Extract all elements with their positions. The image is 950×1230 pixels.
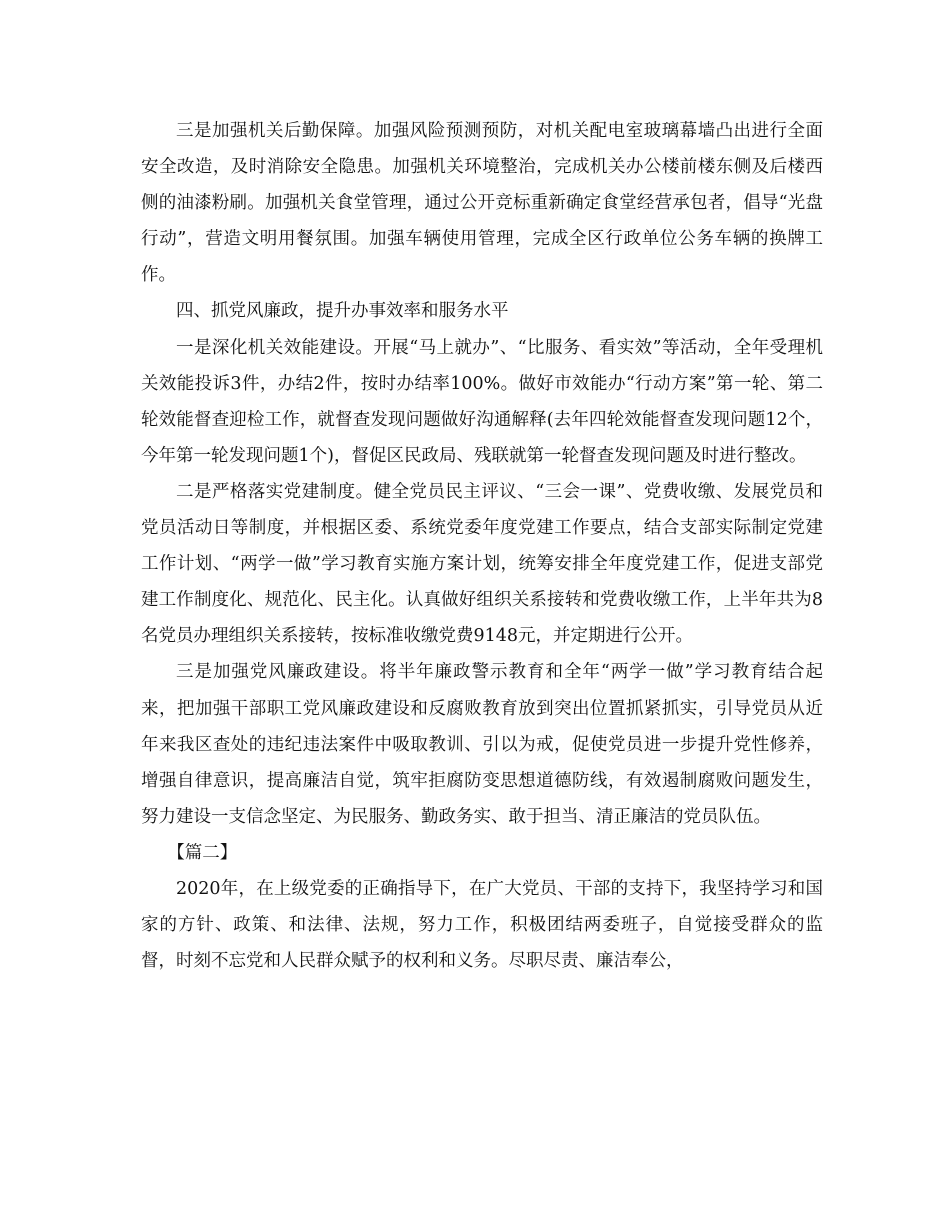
paragraph-part-two-intro (141, 871, 823, 979)
text-line: 有效遏制腐败问题发生，努力建设一支信念坚定、为民服务、勤政务实、敢于担 (141, 770, 824, 827)
text-line: 一步提升党性修养，增强自律意识，提高廉洁自觉，筑牢拒腐防变思想道德防线， (141, 734, 824, 791)
text-line: 行全面安全改造，及时消除安全隐患。加强机关环境整治，完成机关办公楼前楼 (141, 121, 824, 178)
text-line: 受群众的监督，时刻不忘党和人民群众赋予的权利和义务。尽职尽责、廉洁奉公， (141, 915, 824, 972)
paragraph-party-building (141, 474, 823, 654)
text-line: 2020年，在上级党委的正确指导下，在广大党员、干部的支持下，我坚持学 (176, 878, 771, 899)
text-line: 引导党员从近年来我区查处的违纪违法案件中吸取教训、引以为戒，促使党员进 (141, 698, 824, 755)
text-line: 二是严格落实党建制度。健全党员民主评议、“三会一课”、党费收缴、发 (176, 481, 752, 502)
paragraph-rear-services (141, 113, 823, 293)
text-line: 展党员和党员活动日等制度，并根据区委、系统党委年度党建工作要点，结合支 (141, 481, 823, 539)
text-line: 区行政单位公务车辆的换牌工作。 (141, 229, 824, 286)
paragraph-integrity (141, 654, 823, 834)
text-line: 营承包者，倡导“光盘行动”，营造文明用餐氛围。加强车辆使用管理，完成全 (141, 193, 823, 250)
text-line: 一轮督查发现问题及时进行整改。 (543, 445, 807, 466)
text-line: 方案”第一轮、第二轮效能督查迎检工作，就督查发现问题做好沟通解释(去年四 (141, 373, 823, 430)
text-line: 转和党费收缴工作，上半年共为8名党员办理组织关系接转，按标准收缴党费 (141, 590, 823, 647)
text-line: 习和国家的方针、政策、和法律、法规，努力工作，积极团结两委班子，自觉接 (141, 878, 824, 936)
paragraph-efficiency (141, 330, 823, 474)
text-line: 三是加强机关后勤保障。加强风险预测预防，对机关配电室玻璃幕墙凸出进 (176, 121, 770, 141)
text-line: 度党建工作，促进支部党建工作制度化、规范化、民主化。认真做好组织关系接 (141, 554, 823, 611)
text-line: 部实际制定党建工作计划、“两学一做”学习教育实施方案计划，统筹安排全年 (141, 518, 824, 575)
document-body (141, 113, 823, 979)
text-line: 9148元，并定期进行公开。 (473, 626, 694, 647)
section-marker-part-two (141, 835, 823, 871)
text-line: 结合起来，把加强干部职工党风廉政建设和反腐败教育放到突出位置抓紧抓实， (141, 662, 823, 719)
text-line: 当、清正廉洁的党员队伍。 (561, 806, 771, 827)
text-line: 全年受理机关效能投诉3件，办结2件，按时办结率100%。做好市效能办“行动 (141, 337, 824, 394)
text-line: 轮效能督查发现问题12个，今年第一轮发现问题1个)，督促区民政局、残联就第 (141, 409, 823, 466)
text-line: 三是加强党风廉政建设。将半年廉政警示教育和全年“两学一做”学习教育 (176, 662, 769, 683)
text-line: 【篇二】 (167, 842, 238, 863)
text-line: 四、抓党风廉政，提升办事效率和服务水平 (176, 301, 509, 322)
text-line: 东侧及后楼西侧的油漆粉刷。加强机关食堂管理，通过公开竞标重新确定食堂经 (141, 157, 824, 214)
text-line: 一是深化机关效能建设。开展“马上就办”、“比服务、看实效”等活动， (176, 337, 734, 358)
section-heading-party-conduct (141, 293, 823, 329)
